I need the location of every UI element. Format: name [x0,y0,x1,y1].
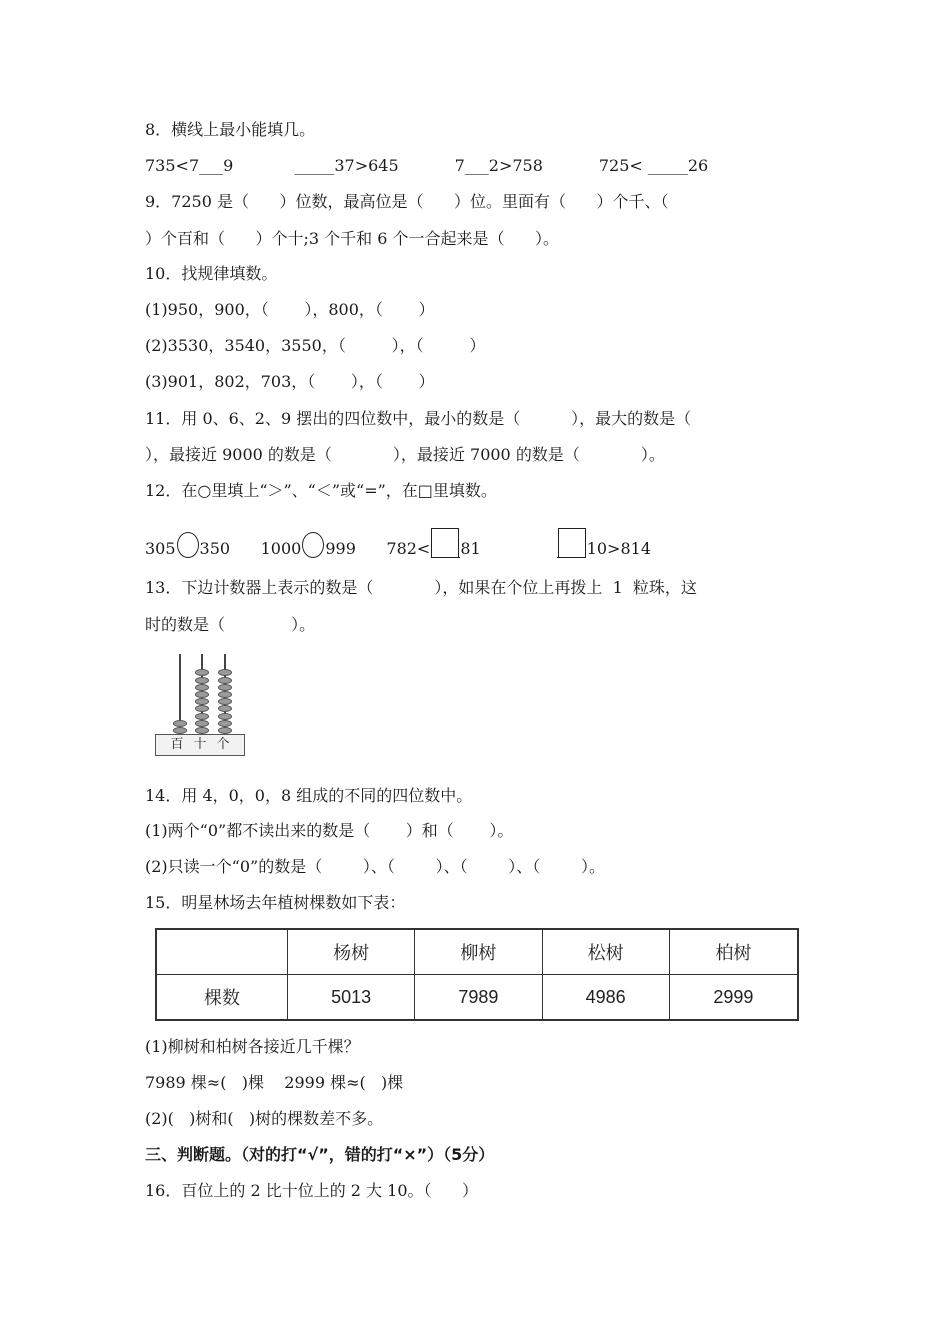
abacus-bead-ones [218,727,232,734]
q14-sub2: (2)只读一个“0”的数是（ ）、（ ）、（ ）、（ ）。 [145,857,605,876]
abacus-bead-tens [195,691,209,698]
abacus-bead-ones [218,698,232,705]
abacus-bead-ones [218,691,232,698]
q14-sub1: (1)两个“0”都不读出来的数是（ ）和（ ）。 [145,821,514,840]
q9-line1: 9．7250 是（ ）位数，最高位是（ ）位。里面有（ ）个千、（ [145,192,669,211]
abacus-bead-tens [195,713,209,720]
table-header-cell: 杨树 [288,929,415,975]
q12-a2: 350 1000 [199,539,302,558]
abacus-bead-tens [195,727,209,734]
q13-line1: 13．下边计数器上表示的数是（ ），如果在个位上再拨上 1 粒珠，这 [145,578,697,597]
q16-text: 16．百位上的 2 比十位上的 2 大 10。（ ） [145,1181,479,1200]
q9-line2: ）个百和（ ）个十;3 个千和 6 个一合起来是（ ）。 [145,229,560,248]
table-header-cell: 柳树 [415,929,542,975]
abacus-bead-ones [218,669,232,676]
table-header-row [156,929,798,975]
q8-items: 735<7___9 _____37>645 7___2>758 725< _____26 [145,156,709,175]
q15-sub2: (2)( )树和( )树的棵数差不多。 [145,1109,384,1128]
q15-title: 15．明星林场去年植树棵数如下表： [145,893,406,912]
abacus-bead-ones [218,720,232,727]
section3-title: 三、判断题。（对的打“√”，错的打“×”）（5分） [145,1145,495,1164]
q8-title: 8．横线上最小能填几。 [145,120,316,139]
abacus-bead-ones [218,713,232,720]
q11-line2: ），最接近 9000 的数是（ ），最接近 7000 的数是（ ）。 [145,445,665,464]
abacus-bead-tens [195,720,209,727]
abacus-bead-tens [195,698,209,705]
q10-sub3: (3)901，802，703，（ ），（ ） [145,372,435,391]
abacus-bead-tens [195,705,209,712]
abacus-bead-hundreds [173,727,187,734]
q12-a3: 999 782< [325,539,431,558]
q11-line1: 11．用 0、6、2、9 摆出的四位数中，最小的数是（ ），最大的数是（ [145,409,692,428]
q12-a1: 305 [145,539,176,558]
compare-circle-1 [177,532,199,558]
tree-count-table [155,928,799,1021]
table-cell: 2999 [669,975,798,1021]
table-header-cell: 松树 [542,929,669,975]
table-row-label: 棵数 [156,975,288,1021]
q15-sub1-answer: 7989 棵≈( )棵 2999 棵≈( )棵 [145,1073,404,1092]
table-cell: 4986 [542,975,669,1021]
q12-a5: 10>814 [586,539,651,558]
q10-sub2: (2)3530，3540，3550，（ ），（ ） [145,336,486,355]
compare-circle-2 [302,532,324,558]
fill-square-1 [431,528,459,558]
abacus-bead-ones [218,705,232,712]
q12-a4: 81 [460,539,481,558]
q15-sub1: (1)柳树和柏树各接近几千棵？ [145,1037,360,1056]
table-row [156,975,798,1021]
table-cell: 5013 [288,975,415,1021]
abacus-bead-tens [195,684,209,691]
q14-title: 14．用 4，0，0，8 组成的不同的四位数中。 [145,786,473,805]
abacus-bead-tens [195,677,209,684]
abacus-counter [155,650,247,758]
table-cell: 7989 [415,975,542,1021]
fill-square-2 [558,528,586,558]
abacus-bead-hundreds [173,720,187,727]
table-header-cell: 柏树 [669,929,798,975]
abacus-bead-tens [195,669,209,676]
q12-items [145,528,651,559]
q10-sub1: (1)950，900，（ ），800，（ ） [145,300,435,319]
abacus-label: 百十个 [155,734,245,756]
abacus-bead-ones [218,684,232,691]
abacus-bead-ones [218,677,232,684]
q12-title: 12．在○里填上“＞”、“＜”或“=”，在□里填数。 [145,481,497,500]
table-header-cell [156,929,288,975]
q10-title: 10．找规律填数。 [145,264,278,283]
q13-line2: 时的数是（ ）。 [145,615,316,634]
